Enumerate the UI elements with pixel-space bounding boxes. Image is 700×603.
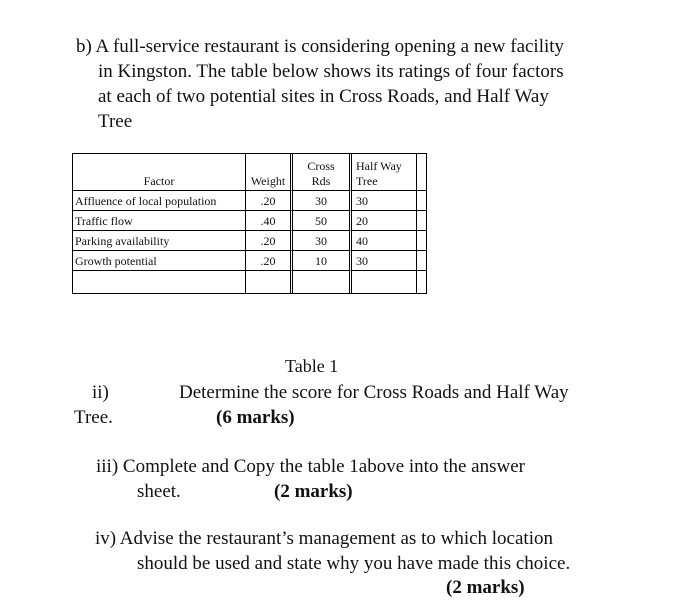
question-b-intro [76,34,636,134]
header-extra-cell [417,154,426,191]
row-extra-cell [417,191,426,211]
intro-line-3: at each of two potential sites in Cross Roads, and Half Way [98,86,549,107]
row-weight: .20 [246,231,293,251]
question-iii-line-2: sheet. [137,481,181,502]
row-extra-cell [417,231,426,251]
row-cross-score: 30 [293,231,352,251]
blank-cell [352,271,417,293]
question-iii-marks: (2 marks) [274,481,353,502]
intro-line-1: b) A full-service restaurant is considering opening a new facility [76,36,565,57]
row-half-score: 40 [352,231,417,251]
row-weight: .20 [246,251,293,271]
question-ii-continuation: Tree. [74,407,113,428]
blank-cell [417,271,426,293]
row-cross-score: 10 [293,251,352,271]
row-weight: .40 [246,211,293,231]
table-row [73,231,426,251]
header-half-line2: Tree [356,174,378,188]
blank-cell [73,271,246,293]
row-extra-cell [417,251,426,271]
blank-cell [293,271,352,293]
question-ii-text: Determine the score for Cross Roads and Half Way [179,382,569,403]
table-row [73,251,426,271]
intro-line-2: in Kingston. The table below shows its ratings of four factors [98,61,564,82]
header-cross-roads [293,154,352,191]
row-half-score: 30 [352,191,417,211]
table-row [73,191,426,211]
row-half-score: 30 [352,251,417,271]
factor-rating-table [72,153,427,294]
header-weight: Weight [246,154,293,191]
question-iv-marks: (2 marks) [446,577,525,598]
header-cross-line1: Cross [307,159,335,173]
blank-cell [246,271,293,293]
header-half-way-tree [352,154,417,191]
factor-rating-table-wrapper [72,153,427,294]
row-weight: .20 [246,191,293,211]
row-factor: Traffic flow [73,211,246,231]
header-factor: Factor [73,154,246,191]
row-half-score: 20 [352,211,417,231]
table-blank-row [73,271,426,293]
question-iii-line-1: iii) Complete and Copy the table 1above into the answer [96,456,525,477]
question-iv-line-1: iv) Advise the restaurant’s management as to which location [95,528,553,549]
table-row [73,211,426,231]
table-header-row [73,154,426,191]
intro-line-4: Tree [98,111,133,132]
row-factor: Affluence of local population [73,191,246,211]
table-caption: Table 1 [285,356,339,376]
header-half-line1: Half Way [356,159,402,173]
header-cross-line2: Rds [311,174,331,188]
row-extra-cell [417,211,426,231]
row-cross-score: 50 [293,211,352,231]
row-factor: Growth potential [73,251,246,271]
question-ii-marks: (6 marks) [216,407,295,428]
row-cross-score: 30 [293,191,352,211]
question-ii-number: ii) [92,382,109,403]
row-factor: Parking availability [73,231,246,251]
question-iv-line-2: should be used and state why you have made this choice. [137,553,571,574]
